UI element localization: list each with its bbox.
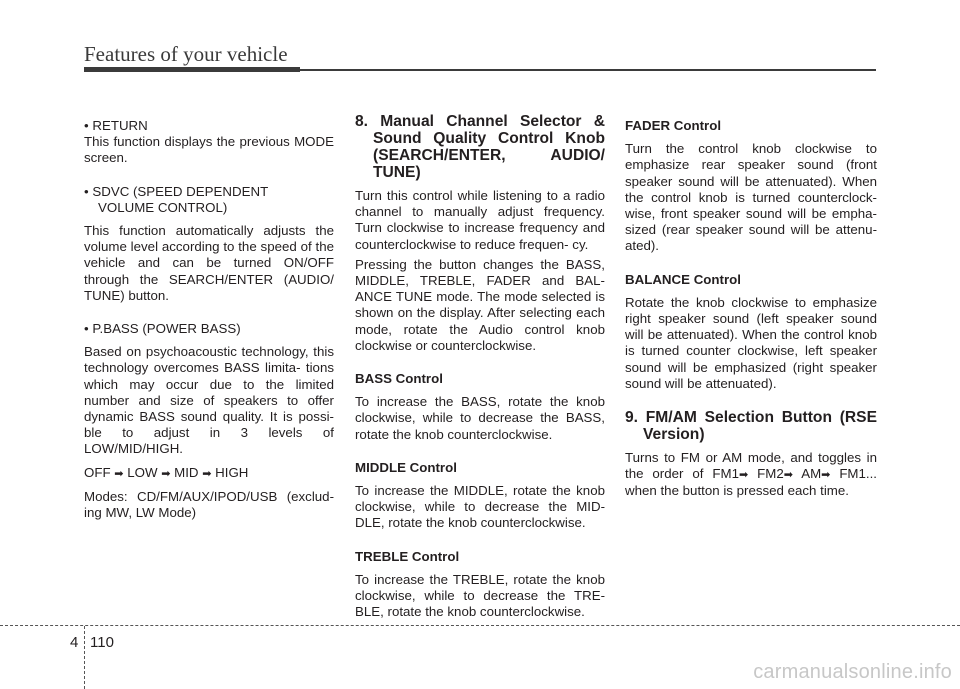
- arrow-right-icon: ➡: [821, 469, 831, 482]
- balance-control-title: BALANCE Control: [625, 271, 741, 287]
- watermark: carmanualsonline.info: [753, 661, 952, 683]
- treble-control-title: TREBLE Control: [355, 548, 460, 564]
- chapter-number: 4: [70, 634, 79, 651]
- modes-text: Modes: CD/FM/AUX/IPOD/USB (exclud- ing MW, LW Mode): [84, 488, 334, 521]
- header-rule-thin: [300, 69, 876, 71]
- level-off: OFF: [84, 464, 111, 480]
- pbass-bullet: • P.BASS (POWER BASS): [84, 321, 241, 337]
- column-2: [355, 113, 605, 620]
- cycle-fm1: FM1: [712, 466, 740, 482]
- middle-control-title: MIDDLE Control: [355, 459, 457, 475]
- header-rule-thick: [84, 67, 300, 72]
- treble-control-text: To increase the TREBLE, rotate the knob clockwise, while to decrease the TRE- BLE, rotate the knob counterclockwise.: [355, 571, 605, 620]
- middle-control-text: To increase the MIDDLE, rotate the knob clockwise, while to decrease the MID- DLE, rotate the knob counterclockwise.: [355, 483, 605, 531]
- cycle-am: AM: [801, 466, 822, 482]
- level-high: HIGH: [215, 464, 249, 480]
- sdvc-bullet-line2: VOLUME CONTROL): [98, 199, 228, 215]
- return-bullet: • RETURN: [84, 118, 148, 133]
- sdvc-text: This function automatically adjusts the volume level according to the speed of the vehicle and can be turned ON/OFF through the SEARCH/ENTER (AUDIO/ TUNE) button.: [84, 223, 334, 303]
- section-9-text-lead: Turns to FM or AM mode, and toggles in the order of: [625, 450, 877, 482]
- footer-divider: [84, 626, 85, 689]
- column-1: [84, 118, 334, 521]
- arrow-right-icon: ➡: [783, 469, 793, 482]
- balance-control-text: Rotate the knob clockwise to emphasize right speaker sound (left speaker sound will be attenuated). When the control knob is turned counter clockwise, left speaker sound will be emphasized (right speaker sound will be attenuated).: [625, 294, 877, 391]
- pbass-text: Based on psychoacoustic technology, this technology overcomes BASS limita- tions which may occur due to the limited number and size of speakers to offer dynamic BASS sound quality. It is possi- ble to adjust in 3 levels of LOW/MID/HIGH.: [84, 344, 334, 457]
- return-text: This function displays the previous MODE screen.: [84, 134, 334, 166]
- section-8-text-1: Turn this control while listening to a radio channel to manually adjust frequency. Turn clockwise to increase frequency and counterclockwise to reduce frequen- cy.: [355, 188, 605, 252]
- section-9-text-tail: when the button is pressed each time.: [625, 483, 849, 499]
- arrow-right-icon: ➡: [161, 467, 171, 480]
- page-header-title: Features of your vehicle: [84, 42, 288, 66]
- fader-control-title: FADER Control: [625, 118, 722, 133]
- bass-control-title: BASS Control: [355, 371, 443, 387]
- footer-rule: [0, 625, 960, 626]
- page-number: 110: [90, 634, 114, 651]
- cycle-fm1-repeat: FM1...: [839, 466, 877, 482]
- bass-control-text: To increase the BASS, rotate the knob clockwise, while to decrease the BASS, rotate the knob counterclockwise.: [355, 394, 605, 442]
- fader-control-text: Turn the control knob clockwise to emphasize rear speaker sound (front speaker sound will be attenuated). When the control knob is turned counterclock- wise, front speaker sound will be empha- sized (rear speaker sound will be attenu- ated).: [625, 141, 877, 254]
- level-mid: MID: [174, 464, 199, 480]
- arrow-right-icon: ➡: [202, 467, 212, 480]
- sdvc-bullet-line1: • SDVC (SPEED DEPENDENT: [84, 183, 269, 199]
- bass-levels: [84, 465, 334, 482]
- arrow-right-icon: ➡: [114, 467, 124, 480]
- section-8-text-2: Pressing the button changes the BASS, MIDDLE, TREBLE, FADER and BAL- ANCE TUNE mode. The mode selected is shown on the display. After selecting each mode, rotate the Audio control knob clockwise or counterclockwise.: [355, 256, 605, 353]
- cycle-fm2: FM2: [757, 466, 784, 482]
- arrow-right-icon: ➡: [739, 469, 749, 482]
- section-8-title: 8. Manual Channel Selector & Sound Quality Control Knob (SEARCH/ENTER, AUDIO/ TUNE): [355, 113, 605, 181]
- column-3: [625, 118, 877, 500]
- section-9-text: [625, 450, 877, 500]
- section-9-title: 9. FM/AM Selection Button (RSE Version): [625, 409, 877, 444]
- level-low: LOW: [127, 464, 158, 480]
